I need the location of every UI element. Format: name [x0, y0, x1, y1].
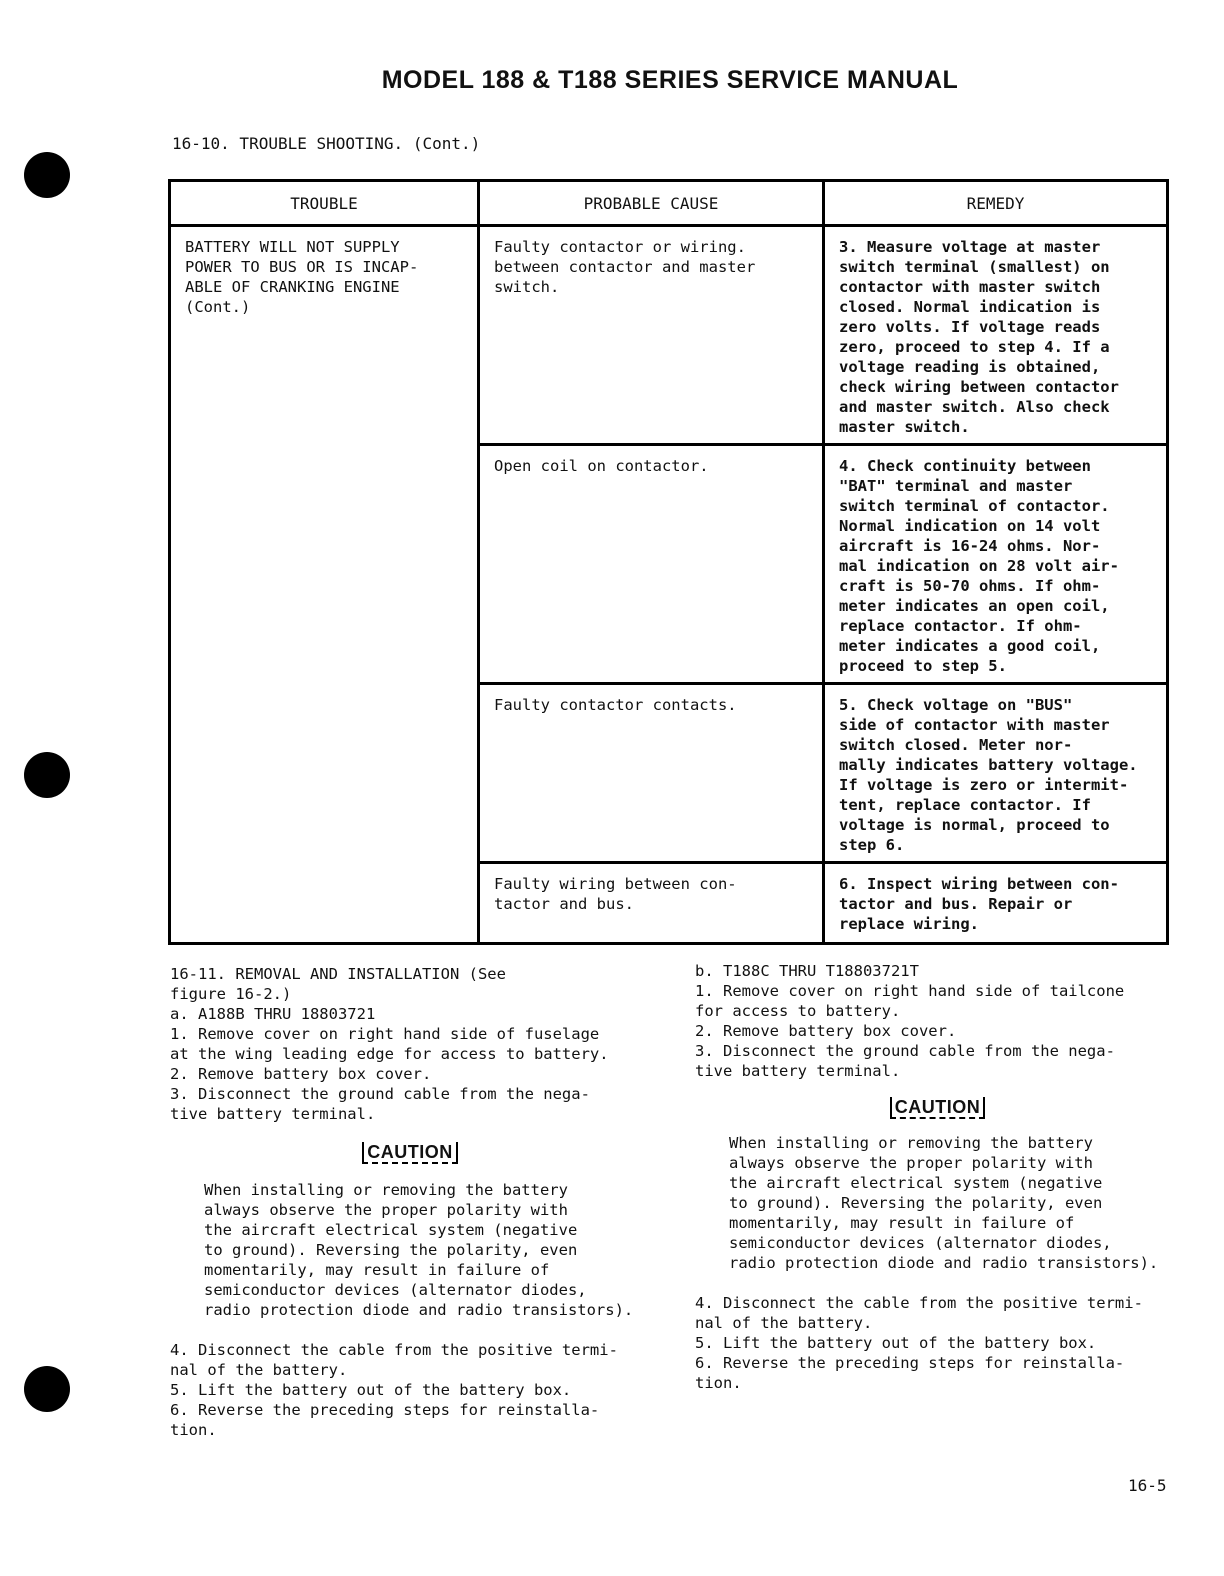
subsection-a-steps-after: 4. Disconnect the cable from the positive termi- nal of the battery. 5. Lift the battery out of the battery box. 6. Reverse the preceding steps for reinstalla- tion. [170, 1341, 618, 1439]
page-title: MODEL 188 & T188 SERIES SERVICE MANUAL [381, 66, 959, 94]
page-number: 16-5 [1128, 1476, 1167, 1495]
removal-heading: 16-11. REMOVAL AND INSTALLATION (See figure 16-2.) [170, 965, 506, 1003]
left-column [170, 964, 650, 1440]
cause-cell: Faulty wiring between con- tactor and bus. [479, 863, 824, 944]
subsection-b-steps-after: 4. Disconnect the cable from the positive termi- nal of the battery. 5. Lift the battery out of the battery box. 6. Reverse the preceding steps for reinstalla- tion. [695, 1294, 1143, 1392]
table-header-row [170, 181, 1168, 226]
column-header-trouble: TROUBLE [170, 181, 479, 226]
remedy-cell: 6. Inspect wiring between con- tactor and bus. Repair or replace wiring. [824, 863, 1168, 944]
remedy-cell: 4. Check continuity between "BAT" terminal and master switch terminal of contactor. Normal indication on 14 volt aircraft is 16-24 ohms. Nor- mal indication on 28 volt air- craft is 50-70 ohms. If ohm- meter indicates an open coil, replace contactor. If ohm- meter indicates a good coil, proceed to step 5. [824, 445, 1168, 684]
binder-hole-middle [24, 752, 70, 798]
subsection-a-steps-before: 1. Remove cover on right hand side of fuselage at the wing leading edge for access to battery. 2. Remove battery box cover. 3. Disconnect the ground cable from the nega- tive battery terminal. [170, 1025, 609, 1123]
right-column [695, 961, 1180, 1393]
subsection-b-steps-before: 1. Remove cover on right hand side of tailcone for access to battery. 2. Remove battery box cover. 3. Disconnect the ground cable from the nega- tive battery terminal. [695, 982, 1125, 1080]
binder-hole-top [24, 152, 70, 198]
cause-cell: Open coil on contactor. [479, 445, 824, 684]
column-header-remedy: REMEDY [824, 181, 1168, 226]
troubleshooting-table [168, 179, 1169, 945]
caution-label: CAUTION [362, 1142, 458, 1164]
section-heading: 16-10. TROUBLE SHOOTING. (Cont.) [172, 134, 481, 153]
caution-text: When installing or removing the battery always observe the proper polarity with the aircraft electrical system (negative to ground). Reversing the polarity, even momentarily, may result in failure of semiconductor devices (alternator diodes, radio protection diode and radio transistors). [729, 1134, 1159, 1272]
remedy-cell: 3. Measure voltage at master switch terminal (smallest) on contactor with master switch closed. Normal indication is zero volts. If voltage reads zero, proceed to step 4. If a voltage reading is obtained, check wiring between contactor and master switch. Also check master switch. [824, 226, 1168, 445]
binder-hole-bottom [24, 1366, 70, 1412]
subsection-b-title: b. T188C THRU T18803721T [695, 962, 919, 980]
trouble-cell: BATTERY WILL NOT SUPPLY POWER TO BUS OR IS INCAP- ABLE OF CRANKING ENGINE (Cont.) [170, 226, 479, 944]
caution-text: When installing or removing the battery always observe the proper polarity with the aircraft electrical system (negative to ground). Reversing the polarity, even momentarily, may result in failure of semiconductor devices (alternator diodes, radio protection diode and radio transistors). [204, 1181, 634, 1319]
remedy-cell: 5. Check voltage on "BUS" side of contactor with master switch closed. Meter nor- mally indicates battery voltage. If voltage is zero or intermit- tent, replace contactor. If voltage is normal, proceed to step 6. [824, 684, 1168, 863]
cause-cell: Faulty contactor or wiring. between contactor and master switch. [479, 226, 824, 445]
table-row [170, 226, 1168, 445]
column-header-probable-cause: PROBABLE CAUSE [479, 181, 824, 226]
cause-cell: Faulty contactor contacts. [479, 684, 824, 863]
subsection-a-title: a. A188B THRU 18803721 [170, 1005, 376, 1023]
caution-label: CAUTION [890, 1097, 986, 1119]
